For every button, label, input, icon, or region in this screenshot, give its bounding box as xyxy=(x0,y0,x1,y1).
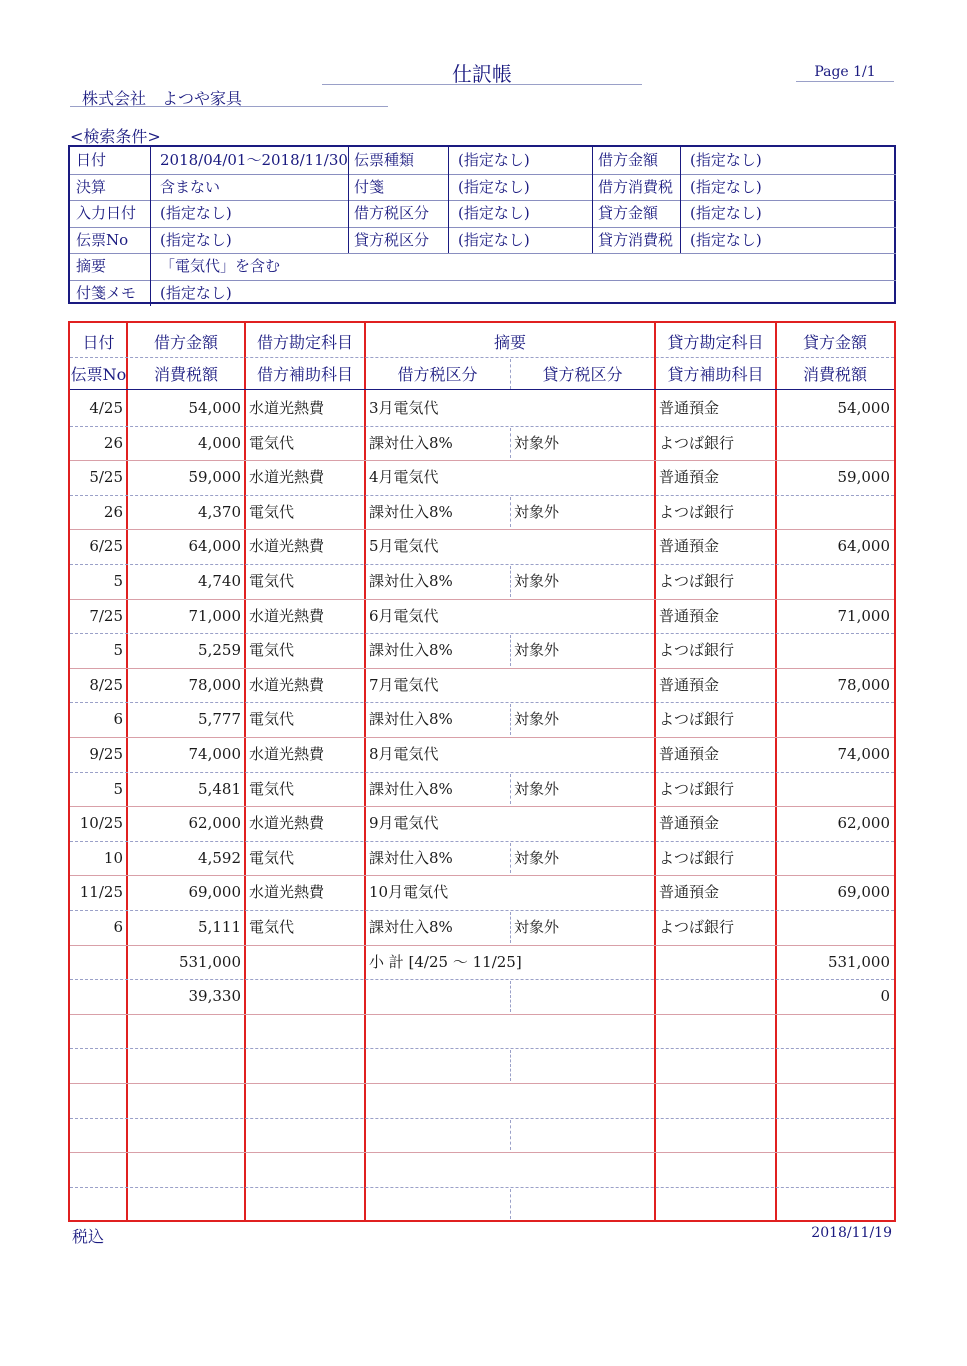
col-summary-header: 摘要 xyxy=(493,333,526,352)
entry-debit-tax-class: 課対仕入8% xyxy=(369,641,453,660)
search-value: (指定なし) xyxy=(458,151,530,169)
entry-debit-tax-class: 課対仕入8% xyxy=(369,502,453,521)
entry-credit-account: 普通預金 xyxy=(659,399,720,417)
tax-class-divider xyxy=(510,1189,511,1220)
entry-debit-tax: 4,370 xyxy=(198,502,241,521)
search-label: 付箋 xyxy=(354,177,385,196)
row-divider xyxy=(70,1118,894,1119)
entry-debit-account: 水道光熱費 xyxy=(249,675,325,694)
entry-debit-account: 水道光熱費 xyxy=(249,745,325,763)
entry-credit-tax-class: 対象外 xyxy=(514,433,560,452)
subtotal-debit-amount: 531,000 xyxy=(178,952,241,971)
search-label: 摘要 xyxy=(76,257,107,275)
tax-class-divider xyxy=(510,981,511,1012)
entry-summary: 9月電気代 xyxy=(369,814,439,833)
entry-date: 11/25 xyxy=(79,883,123,902)
entry-credit-tax xyxy=(780,564,890,599)
entry-credit-account: 普通預金 xyxy=(659,675,720,694)
subtotal-label: 小 計 [4/25 ～ 11/25] xyxy=(369,952,522,971)
entry-debit-tax: 4,000 xyxy=(198,433,241,452)
page-underline xyxy=(796,81,894,82)
entry-credit-amount: 74,000 xyxy=(837,745,890,763)
search-label: 伝票No xyxy=(76,230,129,249)
row-divider xyxy=(70,1048,894,1049)
entry-debit-tax: 5,777 xyxy=(198,710,241,729)
row-divider xyxy=(70,1014,894,1015)
entry-voucher-no: 10 xyxy=(103,848,123,867)
entry-credit-tax-class: 対象外 xyxy=(514,502,560,521)
entry-credit-tax xyxy=(780,702,890,737)
entry-credit-tax xyxy=(780,426,890,461)
search-value: (指定なし) xyxy=(458,204,530,222)
tax-class-divider xyxy=(510,635,511,666)
entry-debit-account: 水道光熱費 xyxy=(249,883,325,902)
entry-voucher-no: 5 xyxy=(113,572,123,590)
col-credit-sub-header: 貸方補助科目 xyxy=(667,365,764,384)
entry-date: 7/25 xyxy=(89,606,123,625)
entry-voucher-no: 6 xyxy=(113,918,123,936)
entry-voucher-no: 26 xyxy=(103,502,123,521)
entry-debit-sub: 電気代 xyxy=(249,433,295,452)
entry-credit-tax xyxy=(780,633,890,668)
search-label: 貸方消費税 xyxy=(598,230,674,249)
entry-debit-sub: 電気代 xyxy=(249,641,295,660)
header-divider xyxy=(70,357,894,358)
entry-debit-account: 水道光熱費 xyxy=(249,814,325,833)
search-label: 借方消費税 xyxy=(598,177,674,196)
search-col-divider xyxy=(448,147,449,253)
col-credit-tax-header: 消費税額 xyxy=(802,365,867,384)
search-label: 貸方金額 xyxy=(598,204,659,222)
entry-summary: 4月電気代 xyxy=(369,468,439,487)
entry-credit-tax xyxy=(780,841,890,876)
journal-table xyxy=(68,321,896,1222)
entry-debit-tax: 4,592 xyxy=(198,848,241,867)
tax-class-divider xyxy=(510,843,511,874)
entry-debit-tax-class: 課対仕入8% xyxy=(369,433,453,452)
col-date-header: 日付 xyxy=(82,333,115,352)
col-credit-tax-class-header: 貸方税区分 xyxy=(542,365,623,384)
entry-debit-sub: 電気代 xyxy=(249,710,295,729)
entry-credit-account: 普通預金 xyxy=(659,606,720,625)
search-label: 日付 xyxy=(76,151,107,169)
entry-credit-account: 普通預金 xyxy=(659,883,720,902)
search-label: 決算 xyxy=(76,177,107,196)
entry-credit-amount: 54,000 xyxy=(837,399,890,417)
entry-debit-account: 水道光熱費 xyxy=(249,468,325,487)
entry-summary: 8月電気代 xyxy=(369,745,439,763)
search-col-divider xyxy=(680,147,681,253)
entry-debit-account: 水道光熱費 xyxy=(249,537,325,556)
entry-debit-amount: 74,000 xyxy=(188,745,241,763)
entry-debit-tax-class: 課対仕入8% xyxy=(369,572,453,590)
entry-credit-sub: よつば銀行 xyxy=(659,918,735,936)
entry-credit-sub: よつば銀行 xyxy=(659,710,735,729)
entry-debit-account: 水道光熱費 xyxy=(249,606,325,625)
entry-debit-tax: 5,481 xyxy=(198,779,241,798)
subtotal-credit-tax: 0 xyxy=(880,987,890,1006)
tax-class-divider xyxy=(510,704,511,735)
entry-debit-amount: 54,000 xyxy=(188,399,241,417)
entry-credit-sub: よつば銀行 xyxy=(659,641,735,660)
search-col-divider xyxy=(150,253,151,306)
entry-debit-tax: 4,740 xyxy=(198,572,241,590)
entry-date: 9/25 xyxy=(89,745,123,763)
col-debit-tax-class-header: 借方税区分 xyxy=(397,365,478,384)
entry-credit-amount: 71,000 xyxy=(837,606,890,625)
entry-credit-sub: よつば銀行 xyxy=(659,779,735,798)
search-value: (指定なし) xyxy=(160,230,232,249)
search-value: (指定なし) xyxy=(160,283,232,302)
search-value: 「電気代」を含む xyxy=(160,257,281,275)
search-conditions-table xyxy=(68,145,896,304)
entry-voucher-no: 5 xyxy=(113,641,123,660)
search-conditions-caption: <検索条件> xyxy=(70,127,161,146)
entry-credit-tax-class: 対象外 xyxy=(514,572,560,590)
tax-mode-label: 税込 xyxy=(72,1227,105,1246)
entry-debit-amount: 59,000 xyxy=(188,468,241,487)
entry-date: 10/25 xyxy=(79,814,123,833)
entry-summary: 6月電気代 xyxy=(369,606,439,625)
tax-class-divider xyxy=(510,428,511,459)
company-underline xyxy=(70,106,388,107)
entry-debit-amount: 69,000 xyxy=(188,883,241,902)
row-divider xyxy=(70,1187,894,1188)
entry-debit-amount: 64,000 xyxy=(188,537,241,556)
tax-class-divider xyxy=(510,497,511,528)
entry-date: 6/25 xyxy=(89,537,123,556)
row-divider xyxy=(70,1152,894,1153)
search-value: (指定なし) xyxy=(690,177,762,196)
col-voucher-no-header: 伝票No xyxy=(70,365,127,384)
entry-debit-tax-class: 課対仕入8% xyxy=(369,848,453,867)
entry-debit-amount: 62,000 xyxy=(188,814,241,833)
col-debit-tax-header: 消費税額 xyxy=(153,365,218,384)
tax-class-divider xyxy=(510,774,511,805)
company-name: 株式会社 よつや家具 xyxy=(82,89,243,108)
entry-summary: 3月電気代 xyxy=(369,399,439,417)
entry-credit-sub: よつば銀行 xyxy=(659,572,735,590)
search-label: 入力日付 xyxy=(76,204,137,222)
entry-debit-sub: 電気代 xyxy=(249,502,295,521)
search-value: (指定なし) xyxy=(458,230,530,249)
search-value: (指定なし) xyxy=(690,204,762,222)
entry-credit-amount: 69,000 xyxy=(837,883,890,902)
entry-credit-account: 普通預金 xyxy=(659,814,720,833)
search-label: 借方税区分 xyxy=(354,204,430,222)
entry-debit-tax-class: 課対仕入8% xyxy=(369,779,453,798)
entry-summary: 5月電気代 xyxy=(369,537,439,556)
search-value: (指定なし) xyxy=(160,204,232,222)
entry-credit-tax xyxy=(780,495,890,530)
page-number: Page 1/1 xyxy=(814,64,876,80)
entry-credit-tax-class: 対象外 xyxy=(514,779,560,798)
entry-date: 4/25 xyxy=(89,399,123,417)
tax-class-divider xyxy=(510,566,511,597)
entry-credit-tax xyxy=(780,772,890,807)
search-label: 貸方税区分 xyxy=(354,230,430,249)
search-value: 2018/04/01～2018/11/30 xyxy=(160,151,348,169)
entry-debit-sub: 電気代 xyxy=(249,848,295,867)
tax-class-divider xyxy=(510,912,511,943)
search-value: (指定なし) xyxy=(690,230,762,249)
col-debit-amount-header: 借方金額 xyxy=(153,333,218,352)
header-bottom-line xyxy=(70,389,894,390)
col-credit-amount-header: 貸方金額 xyxy=(802,333,867,352)
entry-credit-tax-class: 対象外 xyxy=(514,641,560,660)
entry-credit-sub: よつば銀行 xyxy=(659,848,735,867)
entry-debit-tax: 5,259 xyxy=(198,641,241,660)
entry-voucher-no: 26 xyxy=(103,433,123,452)
col-debit-account-header: 借方勘定科目 xyxy=(256,333,353,352)
col-debit-sub-header: 借方補助科目 xyxy=(256,365,353,384)
entry-date: 5/25 xyxy=(89,468,123,487)
entry-voucher-no: 6 xyxy=(113,710,123,729)
entry-credit-tax-class: 対象外 xyxy=(514,918,560,936)
entry-credit-account: 普通預金 xyxy=(659,537,720,556)
search-value: 含まない xyxy=(160,177,221,196)
tax-class-divider xyxy=(510,1120,511,1151)
entry-credit-sub: よつば銀行 xyxy=(659,502,735,521)
entry-debit-tax-class: 課対仕入8% xyxy=(369,918,453,936)
search-label: 伝票種類 xyxy=(354,151,415,169)
entry-credit-amount: 64,000 xyxy=(837,537,890,556)
row-divider xyxy=(70,1083,894,1084)
title-underline xyxy=(322,84,642,85)
entry-debit-tax: 5,111 xyxy=(198,918,241,936)
search-label: 借方金額 xyxy=(598,151,659,169)
tax-class-divider xyxy=(510,1050,511,1081)
entry-credit-amount: 62,000 xyxy=(837,814,890,833)
entry-credit-amount: 59,000 xyxy=(837,468,890,487)
entry-credit-tax-class: 対象外 xyxy=(514,710,560,729)
entry-summary: 7月電気代 xyxy=(369,675,439,694)
search-col-divider xyxy=(150,147,151,253)
entry-summary: 10月電気代 xyxy=(369,883,449,902)
entry-credit-account: 普通預金 xyxy=(659,468,720,487)
entry-credit-account: 普通預金 xyxy=(659,745,720,763)
print-date: 2018/11/19 xyxy=(811,1225,892,1241)
subtotal-credit-amount: 531,000 xyxy=(827,952,890,971)
entry-debit-sub: 電気代 xyxy=(249,572,295,590)
entry-credit-sub: よつば銀行 xyxy=(659,433,735,452)
entry-credit-amount: 78,000 xyxy=(837,675,890,694)
search-label: 付箋メモ xyxy=(76,283,137,302)
search-value: (指定なし) xyxy=(690,151,762,169)
entry-debit-amount: 78,000 xyxy=(188,675,241,694)
entry-debit-tax-class: 課対仕入8% xyxy=(369,710,453,729)
entry-date: 8/25 xyxy=(89,675,123,694)
entry-voucher-no: 5 xyxy=(113,779,123,798)
report-title: 仕訳帳 xyxy=(452,62,512,86)
entry-debit-sub: 電気代 xyxy=(249,779,295,798)
col-credit-account-header: 貸方勘定科目 xyxy=(667,333,764,352)
entry-credit-tax-class: 対象外 xyxy=(514,848,560,867)
entry-debit-account: 水道光熱費 xyxy=(249,399,325,417)
search-value: (指定なし) xyxy=(458,177,530,196)
entry-debit-sub: 電気代 xyxy=(249,918,295,936)
entry-debit-amount: 71,000 xyxy=(188,606,241,625)
subtotal-debit-tax: 39,330 xyxy=(188,987,241,1006)
entry-credit-tax xyxy=(780,910,890,945)
